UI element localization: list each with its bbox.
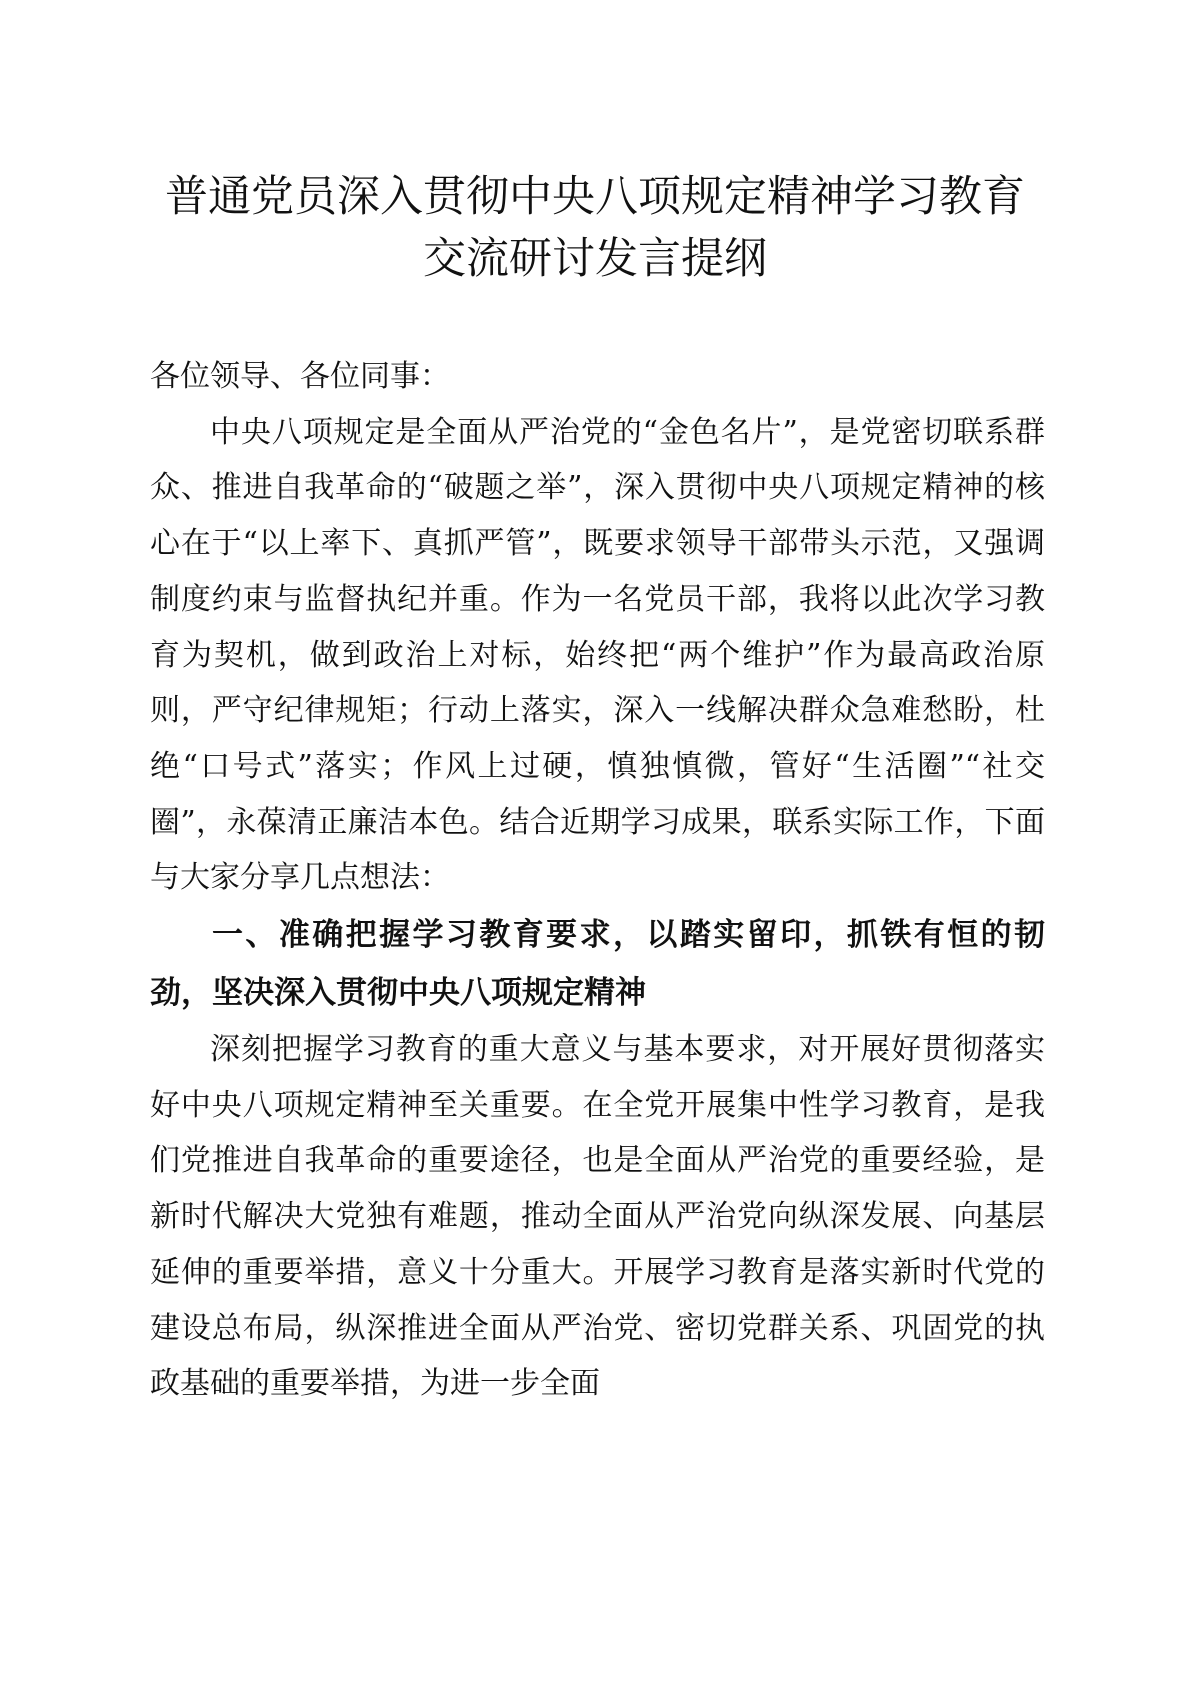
document-title	[150, 166, 1040, 290]
salutation: 各位领导、各位同事：	[150, 359, 450, 394]
section-1-heading: 一、准确把握学习教育要求，以踏实留印，抓铁有恒的韧劲，坚决深入贯彻中央八项规定精神	[150, 917, 1045, 1012]
document-title-line-1: 普通党员深入贯彻中央八项规定精神学习教育	[165, 172, 1025, 222]
document-body	[150, 349, 1045, 1412]
section-1-paragraph: 深刻把握学习教育的重大意义与基本要求，对开展好贯彻落实好中央八项规定精神至关重要。在全党开展集中性学习教育，是我们党推进自我革命的重要途径，也是全面从严治党的重要经验，是新时代解决大党独有难题，推动全面从严治党向纵深发展、向基层延伸的重要举措，意义十分重大。开展学习教育是落实新时代党的建设总布局，纵深推进全面从严治党、密切党群关系、巩固党的执政基础的重要举措，为进一步全面	[150, 1032, 1045, 1402]
intro-paragraph: 中央八项规定是全面从严治党的“金色名片”，是党密切联系群众、推进自我革命的“破题之举”，深入贯彻中央八项规定精神的核心在于“以上率下、真抓严管”，既要求领导干部带头示范，又强调制度约束与监督执纪并重。作为一名党员干部，我将以此次学习教育为契机，做到政治上对标，始终把“两个维护”作为最高政治原则，严守纪律规矩；行动上落实，深入一线解决群众急难愁盼，杜绝“口号式”落实；作风上过硬，慎独慎微，管好“生活圈”“社交圈”，永葆清正廉洁本色。结合近期学习成果，联系实际工作，下面与大家分享几点想法：	[150, 414, 1045, 896]
document-title-line-2: 交流研讨发言提纲	[423, 234, 767, 284]
